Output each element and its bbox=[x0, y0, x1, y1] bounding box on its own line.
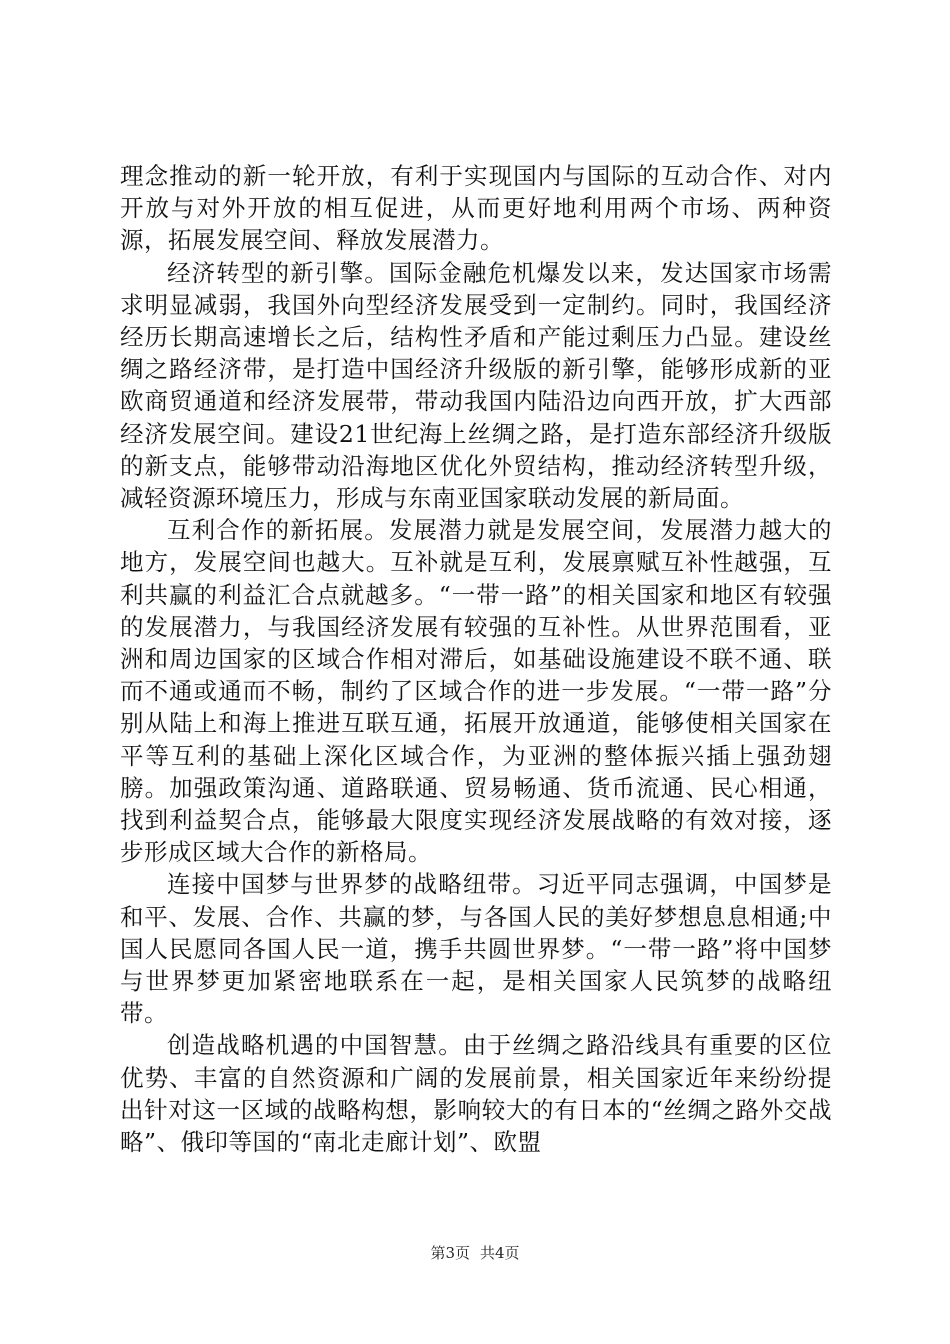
paragraph-2: 经济转型的新引擎。国际金融危机爆发以来，发达国家市场需求明显减弱，我国外向型经济发展受到一定制约。同时，我国经济经历长期高速增长之后，结构性矛盾和产能过剩压力凸显。建设丝绸之路经济带，是打造中国经济升级版的新引擎，能够形成新的亚欧商贸通道和经济发展带，带动我国内陆沿边向西开放，扩大西部经济发展空间。建设21世纪海上丝绸之路，是打造东部经济升级版的新支点，能够带动沿海地区优化外贸结构，推动经济转型升级，减轻资源环境压力，形成与东南亚国家联动发展的新局面。 bbox=[120, 258, 832, 513]
page-footer bbox=[0, 1243, 950, 1263]
paragraph-3: 互利合作的新拓展。发展潜力就是发展空间，发展潜力越大的地方，发展空间也越大。互补就是互利，发展禀赋互补性越强，互利共赢的利益汇合点就越多。“一带一路”的相关国家和地区有较强的发展潜力，与我国经济发展有较强的互补性。从世界范围看，亚洲和周边国家的区域合作相对滞后，如基础设施建设不联不通、联而不通或通而不畅，制约了区域合作的进一步发展。“一带一路”分别从陆上和海上推进互联互通，拓展开放通道，能够使相关国家在平等互利的基础上深化区域合作，为亚洲的整体振兴插上强劲翅膀。加强政策沟通、道路联通、贸易畅通、货币流通、民心相通，找到利益契合点，能够最大限度实现经济发展战略的有效对接，逐步形成区域大合作的新格局。 bbox=[120, 516, 832, 867]
paragraph-4: 连接中国梦与世界梦的战略纽带。习近平同志强调，中国梦是和平、发展、合作、共赢的梦，与各国人民的美好梦想息息相通;中国人民愿同各国人民一道，携手共圆世界梦。“一带一路”将中国梦与世界梦更加紧密地联系在一起，是相关国家人民筑梦的战略纽带。 bbox=[120, 870, 832, 1028]
document-body bbox=[120, 160, 832, 1158]
paragraph-5: 创造战略机遇的中国智慧。由于丝绸之路沿线具有重要的区位优势、丰富的自然资源和广阔的发展前景，相关国家近年来纷纷提出针对这一区域的战略构想，影响较大的有日本的“丝绸之路外交战略”、俄印等国的“南北走廊计划”、欧盟 bbox=[120, 1031, 832, 1157]
page-total: 共4页 bbox=[480, 1244, 520, 1262]
page-number: 第3页 bbox=[430, 1244, 470, 1262]
paragraph-1: 理念推动的新一轮开放，有利于实现国内与国际的互动合作、对内开放与对外开放的相互促进，从而更好地利用两个市场、两种资源，拓展发展空间、释放发展潜力。 bbox=[120, 162, 832, 255]
